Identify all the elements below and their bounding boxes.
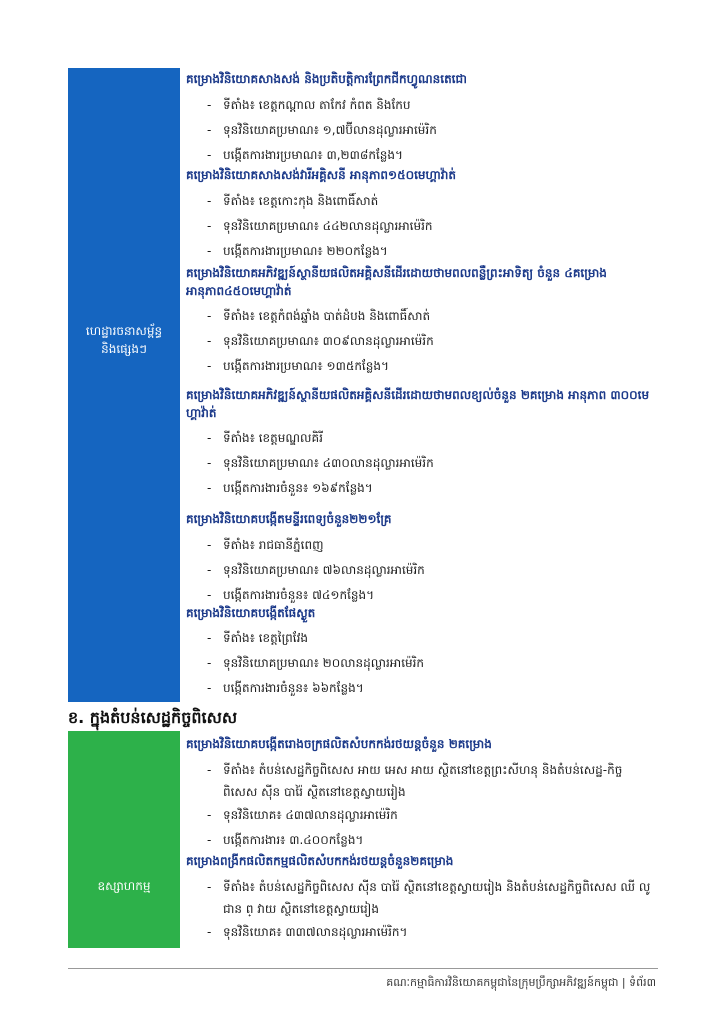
bullet-text: ទីតាំង៖ ខេត្តកំពង់ឆ្នាំង បាត់ដំបង និងពោធិ៍សាត់: [223, 309, 431, 323]
bullet-text: បង្កើតការងារចំនួន៖ ៦៦កន្លែង។: [223, 681, 364, 695]
bullet-item: - ទីតាំង៖ តំបន់សេដ្ឋកិច្ចពិសេស ស៊ីន បារ៉ៃ ស្ថិតនៅខេត្តស្វាយរៀង និងតំបន់សេដ្ឋកិច្ចពិសេស ឈី លូ ជាន ព្ វាយ ស្ថិតនៅខេត្តស្វាយរៀង: [207, 880, 651, 916]
category-label-line-2: និងផ្សេងៗ: [101, 342, 147, 356]
bullet-item: - ទុនវិនិយោគប្រមាណ៖ ២០លានដុល្លារអាម៉េរិក: [207, 656, 425, 670]
project-block: [186, 510, 656, 608]
category-label-infrastructure: [68, 322, 180, 358]
bullet-item: - បង្កើតការងារចំនួន៖ ៦៦កន្លែង។: [207, 681, 364, 695]
bullet-item: - ទីតាំង៖ ខេត្តព្រៃវែង: [207, 631, 309, 645]
project-block: [186, 735, 656, 853]
bullet-text: បង្កើតការងារប្រមាណ៖ ១៣៥កន្លែង។: [223, 359, 389, 373]
bullet-text: ទីតាំង៖ រាជធានីភ្នំពេញ: [223, 538, 324, 552]
bullet-item: - ទីតាំង៖ ខេត្តមណ្ឌលគិរី: [207, 431, 323, 445]
project-title: គម្រោងពង្រីកផលិតកម្មផលិតសំបកកង់រថយន្តចំនួន២គម្រោង: [186, 854, 454, 868]
bullet-text: ទុនវិនិយោគប្រមាណ៖ ៤៣០លានដុល្លារអាម៉េរិក: [223, 456, 434, 470]
project-title: គម្រោងវិនិយោគបង្កើតផែស្ងួត: [186, 606, 316, 620]
bullet-item: - ទុនវិនិយោគប្រមាណ៖ ១,៧ប៊ីលានដុល្លារអាម៉េរិក: [207, 123, 437, 137]
bullet-item: - ទីតាំង៖ តំបន់សេដ្ឋកិច្ចពិសេស អាយ អេស អាយ ស្ថិតនៅខេត្តព្រះសីហនុ និងតំបន់សេដ្ឋ-កិច្ចពិសេស ស៊ីន បារ៉ៃ ស្ថិតនៅខេត្តស្វាយរៀង: [207, 763, 623, 799]
project-block: [186, 70, 656, 168]
project-title: គម្រោងវិនិយោគអភិវឌ្ឍន៍ស្ថានីយផលិតអគ្គិសនីដើរដោយថាមពលពន្លឺព្រះអាទិត្យ ចំនួន ៤គម្រោង អានុភាព៤៥០មេហ្គាវ៉ាត់: [186, 266, 607, 298]
project-title: គម្រោងវិនិយោគសាងសង់ និងប្រតិបត្តិការព្រែកជីកហ្វូណនតេជោ: [186, 72, 467, 86]
bullet-text: ទុនវិនិយោគប្រមាណ៖ ៣០៩លានដុល្លារអាម៉េរិក: [223, 334, 434, 348]
bullet-text: ទុនវិនិយោគប្រមាណ៖ ២០លានដុល្លារអាម៉េរិក: [223, 656, 425, 670]
project-title: គម្រោងវិនិយោគអភិវឌ្ឍន៍ស្ថានីយផលិតអគ្គិសនីដើរដោយថាមពលខ្យល់ចំនួន ២គម្រោង អានុភាព ៣០០មេហ្គាវ៉ាត់: [186, 388, 650, 420]
bullet-text: ទុនវិនិយោគប្រមាណ៖ ១,៧ប៊ីលានដុល្លារអាម៉េរិក: [223, 123, 437, 137]
bullet-text: ទីតាំង៖ តំបន់សេដ្ឋកិច្ចពិសេស ស៊ីន បារ៉ៃ ស្ថិតនៅខេត្តស្វាយរៀង និងតំបន់សេដ្ឋកិច្ចពិសេស ឈី លូ ជាន ព្ វាយ ស្ថិតនៅខេត្តស្វាយរៀង: [223, 880, 651, 916]
bullet-text: ទុនវិនិយោគប្រមាណ៖ ៧៦លានដុល្លារអាម៉េរិក: [223, 563, 425, 577]
bullet-item: - ទុនវិនិយោគ៖ ៤៣៧លានដុល្លារអាម៉េរិក: [207, 808, 398, 822]
bullet-item: - បង្កើតការងារប្រមាណ៖ ២២០កន្លែង។: [207, 244, 388, 258]
page-footer: គណៈកម្មាធិការវិនិយោគកម្ពុជានៃក្រុមប្រឹក្សាអភិវឌ្ឍន៍កម្ពុជា | ទំព័រ៣: [386, 976, 656, 989]
project-title: គម្រោងវិនិយោគសាងសង់វារីអគ្គិសនី អានុភាព១៥០មេហ្គាវ៉ាត់: [186, 168, 456, 182]
bullet-text: ទីតាំង៖ ខេត្តមណ្ឌលគិរី: [223, 431, 323, 445]
section-title-sez: ខ. ក្នុងតំបន់សេដ្ឋកិច្ចពិសេស: [68, 708, 238, 727]
bullet-item: - បង្កើតការងារចំនួន៖ ៧៤១កន្លែង។: [207, 588, 375, 602]
bullet-item: - ទីតាំង៖ ខេត្តកោះកុង និងពោធិ៍សាត់: [207, 194, 379, 208]
bullet-item: - ទុនវិនិយោគប្រមាណ៖ ៧៦លានដុល្លារអាម៉េរិក: [207, 563, 425, 577]
category-label-line-1: ហេដ្ឋារចនាសម្ព័ន្ធ: [85, 324, 163, 338]
bullet-text: បង្កើតការងារប្រមាណ៖ ៣,២៣៨កន្លែង។: [223, 148, 403, 162]
bullet-item: - ទីតាំង៖ ខេត្តកណ្តាល តាកែវ កំពត និងកែប: [207, 98, 411, 112]
bullet-text: ទីតាំង៖ តំបន់សេដ្ឋកិច្ចពិសេស អាយ អេស អាយ ស្ថិតនៅខេត្តព្រះសីហនុ និងតំបន់សេដ្ឋ-កិច្ចពិសេស ស៊ីន បារ៉ៃ ស្ថិតនៅខេត្តស្វាយរៀង: [223, 763, 623, 799]
bullet-item: - ទុនវិនិយោគប្រមាណ៖ ៤៤២លានដុល្លារអាម៉េរិក: [207, 219, 433, 233]
category-band-infrastructure: [68, 68, 180, 702]
bullet-item: - ទុនវិនិយោគប្រមាណ៖ ៤៣០លានដុល្លារអាម៉េរិក: [207, 456, 434, 470]
project-block: [186, 852, 656, 945]
project-block: [186, 166, 656, 264]
bullet-item: - បង្កើតការងារប្រមាណ៖ ៣,២៣៨កន្លែង។: [207, 148, 403, 162]
footer-divider: [68, 968, 658, 969]
bullet-item: - បង្កើតការងារ៖ ៣.៤០០កន្លែង។: [207, 833, 364, 847]
bullet-text: បង្កើតការងារចំនួន៖ ១៦៩កន្លែង។: [223, 481, 373, 495]
project-block: [186, 604, 656, 701]
bullet-text: ទុនវិនិយោគ៖ ៤៣៧លានដុល្លារអាម៉េរិក: [223, 808, 398, 822]
bullet-item: - បង្កើតការងារចំនួន៖ ១៦៩កន្លែង។: [207, 481, 373, 495]
bullet-text: ទីតាំង៖ ខេត្តកោះកុង និងពោធិ៍សាត់: [223, 194, 379, 208]
bullet-text: បង្កើតការងារចំនួន៖ ៧៤១កន្លែង។: [223, 588, 375, 602]
category-band-industry: [68, 731, 180, 948]
project-block: [186, 264, 656, 379]
bullet-item: - ទីតាំង៖ ខេត្តកំពង់ឆ្នាំង បាត់ដំបង និងពោធិ៍សាត់: [207, 309, 431, 323]
bullet-text: បង្កើតការងារប្រមាណ៖ ២២០កន្លែង។: [223, 244, 388, 258]
bullet-text: ទុនវិនិយោគ៖ ៣៣៧លានដុល្លារអាម៉េរិក។: [223, 925, 408, 939]
project-title: គម្រោងវិនិយោគបង្កើតមន្ទីរពេទ្យចំនួន២២១គ្រែ: [186, 512, 392, 526]
project-block: [186, 386, 656, 501]
bullet-text: ទុនវិនិយោគប្រមាណ៖ ៤៤២លានដុល្លារអាម៉េរិក: [223, 219, 433, 233]
category-label-industry: ឧស្សាហកម្ម: [97, 879, 151, 893]
project-title: គម្រោងវិនិយោគបង្កើតរោងចក្រផលិតសំបកកង់រថយន្តចំនួន ២គម្រោង: [186, 737, 492, 751]
bullet-item: - ទីតាំង៖ រាជធានីភ្នំពេញ: [207, 538, 324, 552]
bullet-text: ទីតាំង៖ ខេត្តកណ្តាល តាកែវ កំពត និងកែប: [223, 98, 411, 112]
bullet-text: ទីតាំង៖ ខេត្តព្រៃវែង: [223, 631, 309, 645]
bullet-item: - ទុនវិនិយោគ៖ ៣៣៧លានដុល្លារអាម៉េរិក។: [207, 925, 408, 939]
bullet-item: - បង្កើតការងារប្រមាណ៖ ១៣៥កន្លែង។: [207, 359, 389, 373]
bullet-text: បង្កើតការងារ៖ ៣.៤០០កន្លែង។: [223, 833, 364, 847]
bullet-item: - ទុនវិនិយោគប្រមាណ៖ ៣០៩លានដុល្លារអាម៉េរិក: [207, 334, 434, 348]
